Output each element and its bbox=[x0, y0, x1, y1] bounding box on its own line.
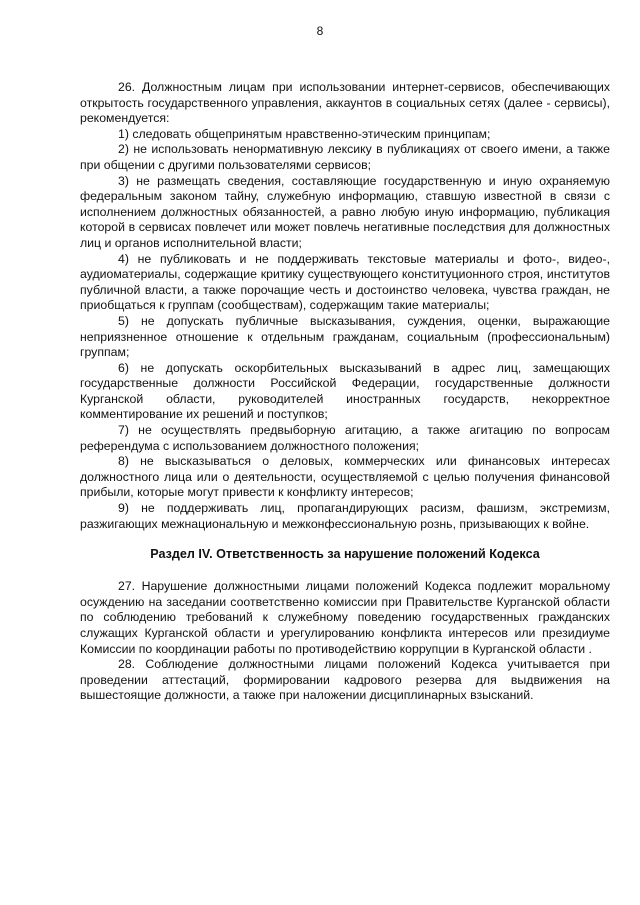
page-number: 8 bbox=[316, 24, 324, 38]
list-item-1: 1) следовать общепринятым нравственно-этическим принципам; bbox=[118, 126, 491, 141]
list-item-6: 6) не допускать оскорбительных высказываний в адрес лиц, замещающих государственные должности Российской Федерации, государственные должности Курганской области, руководителей иностранных государств, некорректное комментирование их решений и поступков; bbox=[80, 360, 610, 422]
paragraph-27: 27. Нарушение должностными лицами положений Кодекса подлежит моральному осуждению на заседании соответственно комиссии при Правительстве Курганской области по соблюдению требований к служебному поведению государственных гражданских служащих Курганской области и урегулированию конфликта интересов или президиуме Комиссии по координации работы по противодействию коррупции в Курганской области . bbox=[80, 579, 610, 656]
list-item-5: 5) не допускать публичные высказывания, суждения, оценки, выражающие неприязненное отношение к отдельным гражданам, социальным (профессиональным) группам; bbox=[80, 313, 610, 360]
paragraph-28: 28. Соблюдение должностными лицами положений Кодекса учитывается при проведении аттестаций, формировании кадрового резерва для выдвижения на вышестоящие должности, а также при наложении дисциплинарных взысканий. bbox=[80, 657, 610, 703]
list-item-9: 9) не поддерживать лиц, пропагандирующих расизм, фашизм, экстремизм, разжигающих межнациональную и межконфессиональную рознь, призывающих к войне. bbox=[80, 501, 610, 531]
list-item-2: 2) не использовать ненормативную лексику в публикациях от своего имени, а также при общении с другими пользователями сервисов; bbox=[80, 142, 610, 172]
paragraph-26: 26. Должностным лицам при использовании интернет-сервисов, обеспечивающих открытость государственного управления, аккаунтов в социальных сетях (далее - сервисы), рекомендуется: bbox=[80, 80, 610, 126]
document-body bbox=[80, 80, 610, 704]
section-title: Раздел IV. Ответственность за нарушение положений Кодекса bbox=[150, 547, 540, 562]
list-item-3: 3) не размещать сведения, составляющие государственную и иную охраняемую федеральным законом тайну, служебную информацию, ставшую известной в связи с исполнением должностных обязанностей, а равно любую иную информацию, публикация которой в сервисах повлечет или может повлечь негативные последствия для должностных лиц и органов исполнительной власти; bbox=[80, 173, 610, 250]
list-item-4: 4) не публиковать и не поддерживать текстовые материалы и фото-, видео-, аудиоматериалы, содержащие критику существующего конституционного строя, институтов публичной власти, а также порочащие честь и достоинство человека, чувства граждан, не приобщаться к группам (сообществам), содержащим такие материалы; bbox=[80, 251, 610, 313]
list-item-7: 7) не осуществлять предвыборную агитацию, а также агитацию по вопросам референдума с использованием должностного положения; bbox=[80, 423, 610, 453]
list-item-8: 8) не высказываться о деловых, коммерческих или финансовых интересах должностного лица или о деятельности, осуществляемой с целью получения финансовой прибыли, которые могут привести к конфликту интересов; bbox=[80, 454, 610, 500]
